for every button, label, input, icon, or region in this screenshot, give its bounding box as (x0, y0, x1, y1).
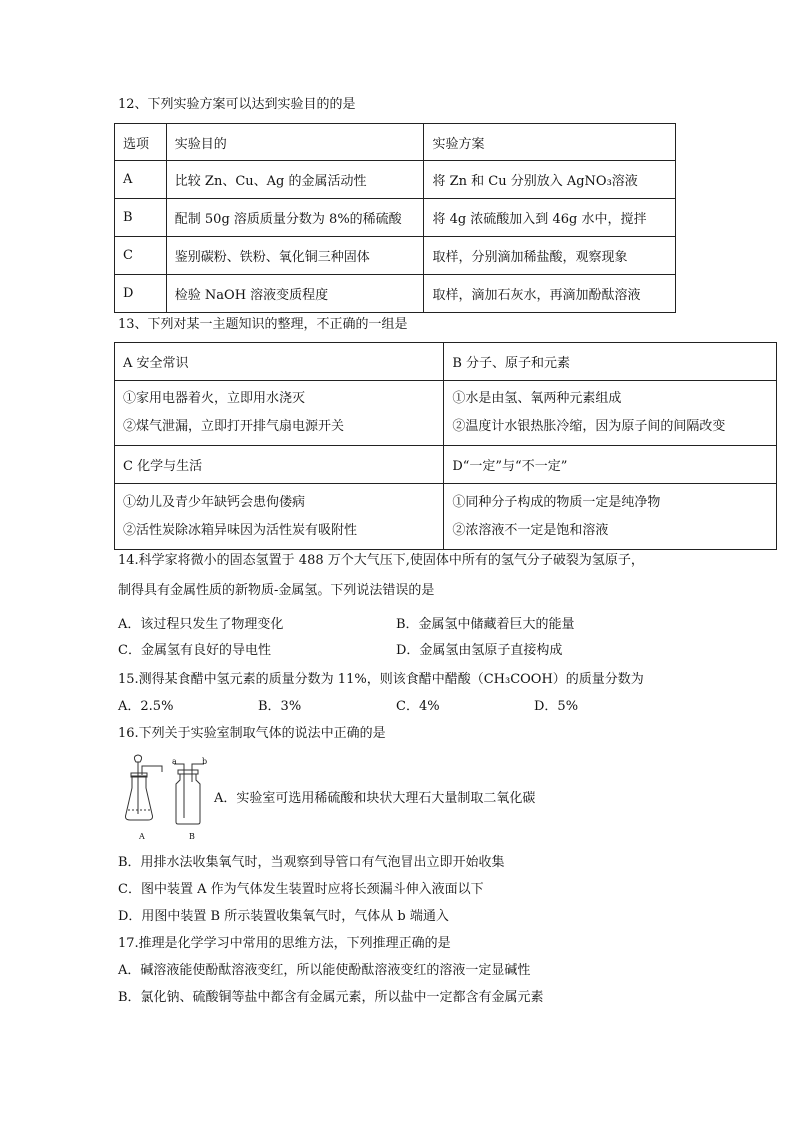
row-option: B (115, 199, 167, 237)
cell-d-items (444, 484, 777, 550)
header-goal: 实验目的 (166, 124, 424, 161)
q14-option-b: B．金属氢中储藏着巨大的能量 (396, 617, 575, 632)
cell-c-items (115, 484, 444, 550)
q17-option-a: A．碱溶液能使酚酞溶液变红，所以能使酚酞溶液变红的溶液一定显碱性 (118, 963, 531, 978)
cell-b-title: B 分子、原子和元素 (444, 343, 777, 381)
cell-d-title: D“一定”与“不一定” (444, 446, 777, 484)
q14-option-c: C．金属氢有良好的导电性 (118, 643, 271, 658)
q15-option-d: D．5% (534, 699, 579, 714)
q15-stem: 15.测得某食醋中氢元素的质量分数为 11%，则该食醋中醋酸（CH₃COOH）的质量分数为 (118, 672, 644, 687)
d-item-1: ①同种分子构成的物质一定是纯净物 (452, 494, 661, 510)
q13-stem: 13、下列对某一主题知识的整理，不正确的一组是 (118, 317, 408, 332)
q12-table (114, 123, 676, 313)
q14-stem-line1: 14.科学家将微小的固态氢置于 488 万个大气压下,使固体中所有的氢气分子破裂为氢原子， (118, 553, 644, 568)
table-row (115, 161, 676, 199)
table-row (115, 275, 676, 313)
d-item-2: ②浓溶液不一定是饱和溶液 (452, 522, 609, 538)
row-option: A (115, 161, 167, 199)
table-row (115, 381, 777, 446)
a-item-2: ②煤气泄漏，立即打开排气扇电源开关 (123, 419, 345, 434)
row-goal: 鉴别碳粉、铁粉、氧化铜三种固体 (166, 237, 424, 275)
row-option: C (115, 237, 167, 275)
b-item-2: ②温度计水银热胀冷缩，因为原子间的间隔改变 (452, 419, 726, 434)
q14-stem-line2: 制得具有金属性质的新物质-金属氢。下列说法错误的是 (118, 583, 435, 598)
row-option: D (115, 275, 167, 313)
table-row (115, 484, 777, 550)
q15-option-a: A．2.5% (118, 699, 174, 714)
q14-option-d: D．金属氢由氢原子直接构成 (396, 643, 563, 658)
q16-option-a: A．实验室可选用稀硫酸和块状大理石大量制取二氧化碳 (214, 791, 536, 806)
q12-stem: 12、下列实验方案可以达到实验目的的是 (118, 97, 356, 112)
q16-option-c: C．图中装置 A 作为气体发生装置时应将长颈漏斗伸入液面以下 (118, 882, 484, 897)
cell-c-title: C 化学与生活 (115, 446, 444, 484)
c-item-1: ①幼儿及青少年缺钙会患佝偻病 (123, 494, 306, 510)
table-row (115, 446, 777, 484)
row-goal: 配制 50g 溶质质量分数为 8%的稀硫酸 (166, 199, 424, 237)
port-a-label: a (172, 757, 177, 766)
table-header-row (115, 124, 676, 161)
apparatus-drawing (118, 752, 214, 844)
q17-option-b: B．氯化钠、硫酸铜等盐中都含有金属元素，所以盐中一定都含有金属元素 (118, 990, 544, 1005)
row-goal: 检验 NaOH 溶液变质程度 (166, 275, 424, 313)
port-b-label: b (202, 757, 208, 766)
q16-option-b: B．用排水法收集氧气时，当观察到导管口有气泡冒出立即开始收集 (118, 855, 505, 870)
q15-option-c: C．4% (396, 699, 440, 714)
q15-option-b: B．3% (258, 699, 302, 714)
header-option: 选项 (115, 124, 167, 161)
cell-a-title: A 安全常识 (115, 343, 444, 381)
row-plan: 取样，分别滴加稀盐酸，观察现象 (424, 237, 676, 275)
figure-label-a: A (139, 832, 145, 841)
cell-b-items (444, 381, 777, 446)
table-row (115, 199, 676, 237)
a-item-1: ①家用电器着火，立即用水浇灭 (123, 391, 306, 406)
q16-stem: 16.下列关于实验室制取气体的说法中正确的是 (118, 726, 386, 741)
table-row (115, 237, 676, 275)
b-item-1: ①水是由氢、氧两种元素组成 (452, 391, 622, 406)
apparatus-figure (118, 752, 214, 844)
c-item-2: ②活性炭除冰箱异味因为活性炭有吸附性 (123, 522, 358, 538)
q17-stem: 17.推理是化学学习中常用的思维方法，下列推理正确的是 (118, 936, 451, 951)
row-goal: 比较 Zn、Cu、Ag 的金属活动性 (166, 161, 424, 199)
row-plan: 将 4g 浓硫酸加入到 46g 水中，搅拌 (424, 199, 676, 237)
cell-a-items (115, 381, 444, 446)
q16-option-d: D．用图中装置 B 所示装置收集氧气时，气体从 b 端通入 (118, 909, 449, 924)
row-plan: 取样，滴加石灰水，再滴加酚酞溶液 (424, 275, 676, 313)
q13-table (114, 342, 777, 550)
figure-label-b: B (189, 832, 195, 841)
q14-option-a: A．该过程只发生了物理变化 (118, 617, 284, 632)
table-row (115, 343, 777, 381)
row-plan: 将 Zn 和 Cu 分别放入 AgNO₃溶液 (424, 161, 676, 199)
header-plan: 实验方案 (424, 124, 676, 161)
